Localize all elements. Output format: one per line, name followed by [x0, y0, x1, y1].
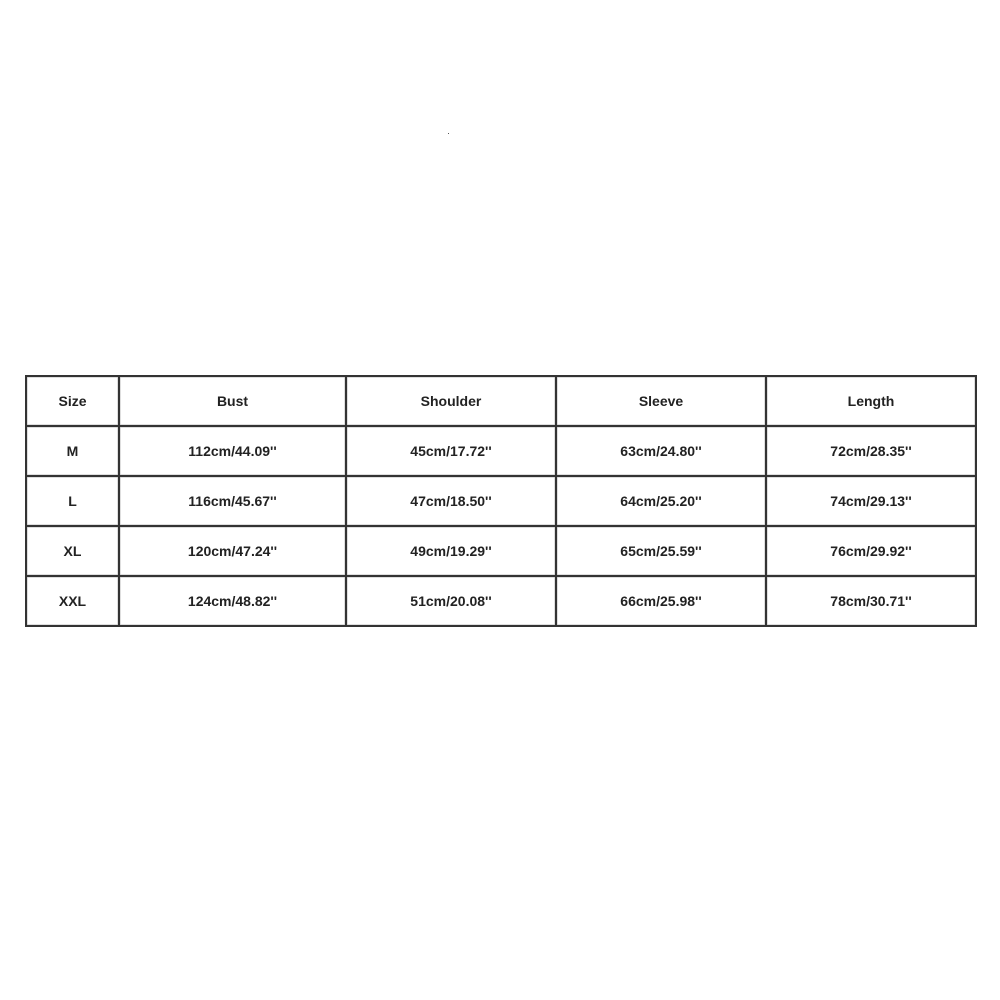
cell-sleeve: 64cm/25.20'': [556, 476, 766, 526]
header-shoulder: Shoulder: [346, 376, 556, 426]
cell-size: XL: [26, 526, 119, 576]
table-row: [26, 426, 976, 476]
header-row: [26, 376, 976, 426]
cell-length: 76cm/29.92'': [766, 526, 976, 576]
cell-bust: 116cm/45.67'': [119, 476, 346, 526]
cell-shoulder: 51cm/20.08'': [346, 576, 556, 626]
size-chart-table: [25, 375, 977, 627]
cell-length: 78cm/30.71'': [766, 576, 976, 626]
cell-size: XXL: [26, 576, 119, 626]
cell-length: 74cm/29.13'': [766, 476, 976, 526]
cell-shoulder: 45cm/17.72'': [346, 426, 556, 476]
cell-bust: 124cm/48.82'': [119, 576, 346, 626]
stray-dot: [448, 133, 449, 134]
cell-bust: 112cm/44.09'': [119, 426, 346, 476]
header-sleeve: Sleeve: [556, 376, 766, 426]
table-row: [26, 476, 976, 526]
cell-shoulder: 49cm/19.29'': [346, 526, 556, 576]
cell-sleeve: 63cm/24.80'': [556, 426, 766, 476]
header-bust: Bust: [119, 376, 346, 426]
cell-bust: 120cm/47.24'': [119, 526, 346, 576]
cell-sleeve: 65cm/25.59'': [556, 526, 766, 576]
header-size: Size: [26, 376, 119, 426]
header-length: Length: [766, 376, 976, 426]
table-row: [26, 526, 976, 576]
cell-size: L: [26, 476, 119, 526]
cell-sleeve: 66cm/25.98'': [556, 576, 766, 626]
cell-length: 72cm/28.35'': [766, 426, 976, 476]
table-row: [26, 576, 976, 626]
cell-shoulder: 47cm/18.50'': [346, 476, 556, 526]
cell-size: M: [26, 426, 119, 476]
